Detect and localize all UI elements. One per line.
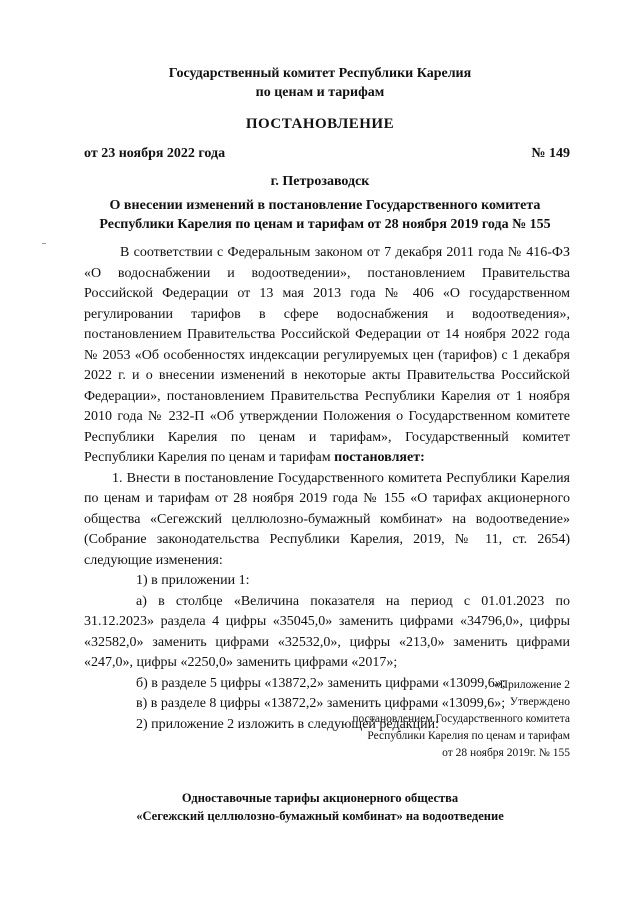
preamble-text: В соответствии с Федеральным законом от 7 декабря 2011 года № 416-ФЗ «О водоснабжении и водоотведении», постановлением Правительства Российской Федерации от 13 мая 2013 года № 406 «О государственном регулировании тарифов в сфере водоснабжения и водоотведения», постановлением Правительства Российской Федерации от 14 ноября 2022 года № 2053 «Об особенностях индексации регулируемых цен (тарифов) с 1 декабря 2022 г. и о внесении изменений в некоторые акты Правительства Российской Федерации», постановлением Правительства Республики Карелия от 1 ноября 2010 года № 232-П «Об утверждении Положения о Государственном комитете Республики Карелия по ценам и тарифам», Государственный комитет Республики Карелия по ценам и тарифам — [84, 245, 570, 465]
item-1-1-c: в) в разделе 8 цифры «13872,2» заменить цифрами «13099,6»; — [136, 696, 506, 711]
tariff-title-line-2: «Сегежский целлюлозно-бумажный комбинат» на водоотведение — [136, 809, 504, 823]
document-type: ПОСТАНОВЛЕНИЕ — [245, 116, 395, 132]
item-1-1-b: б) в разделе 5 цифры «13872,2» заменить цифрами «13099,6»; — [136, 675, 506, 691]
agency-name — [0, 64, 640, 102]
appendix-line-2: Утверждено — [509, 696, 570, 708]
item-1-1: 1) в приложении 1: — [136, 573, 250, 588]
agency-line-2: по ценам и тарифам — [255, 85, 385, 100]
resolves-word: постановляет: — [334, 450, 425, 465]
item-1-1-a: а) в столбце «Величина показателя на период с 01.01.2023 по 31.12.2023» раздела 4 цифры «35045,0» заменить цифрами «34796,0», цифры «32582,0» заменить цифрами «32532,0», цифры «213,0» заменить цифрами «247,0», цифры «2250,0» заменить цифрами «2017»; — [84, 593, 570, 670]
item-1-2: 2) приложение 2 изложить в следующей редакции: — [136, 716, 439, 732]
document-date: от 23 ноября 2022 года — [84, 146, 226, 161]
subject-line-2: Республики Карелия по ценам и тарифам от 28 ноября 2019 года № 155 — [99, 217, 551, 232]
document-subject — [80, 196, 570, 234]
appendix-line-4: Республики Карелия по ценам и тарифам — [367, 730, 570, 742]
tariff-title-line-1: Одноставочные тарифы акционерного общества — [181, 791, 459, 805]
appendix-line-1: «Приложение 2 — [493, 679, 570, 691]
appendix-approval-block — [270, 677, 570, 762]
date-number-line — [84, 146, 570, 162]
city: г. Петрозаводск — [270, 174, 370, 189]
tariff-table-title — [0, 789, 640, 825]
margin-mark — [42, 243, 46, 244]
document-number: № 149 — [531, 146, 570, 161]
appendix-line-3: постановлением Государственного комитета — [352, 713, 570, 725]
agency-line-1: Государственный комитет Республики Карелия — [168, 66, 472, 81]
document-body — [84, 243, 570, 735]
appendix-line-5: от 28 ноября 2019г. № 155 — [442, 747, 570, 759]
subject-line-1: О внесении изменений в постановление Государственного комитета — [109, 198, 541, 213]
item-1: 1. Внести в постановление Государственного комитета Республики Карелия по ценам и тарифам от 28 ноября 2019 года № 155 «О тарифах акционерного общества «Сегежский целлюлозно-бумажный комбинат» на водоотведение» (Собрание законодательства Республики Карелия, 2019, № 11, ст. 2654) следующие изменения: — [84, 470, 570, 568]
preamble-paragraph — [84, 243, 570, 469]
